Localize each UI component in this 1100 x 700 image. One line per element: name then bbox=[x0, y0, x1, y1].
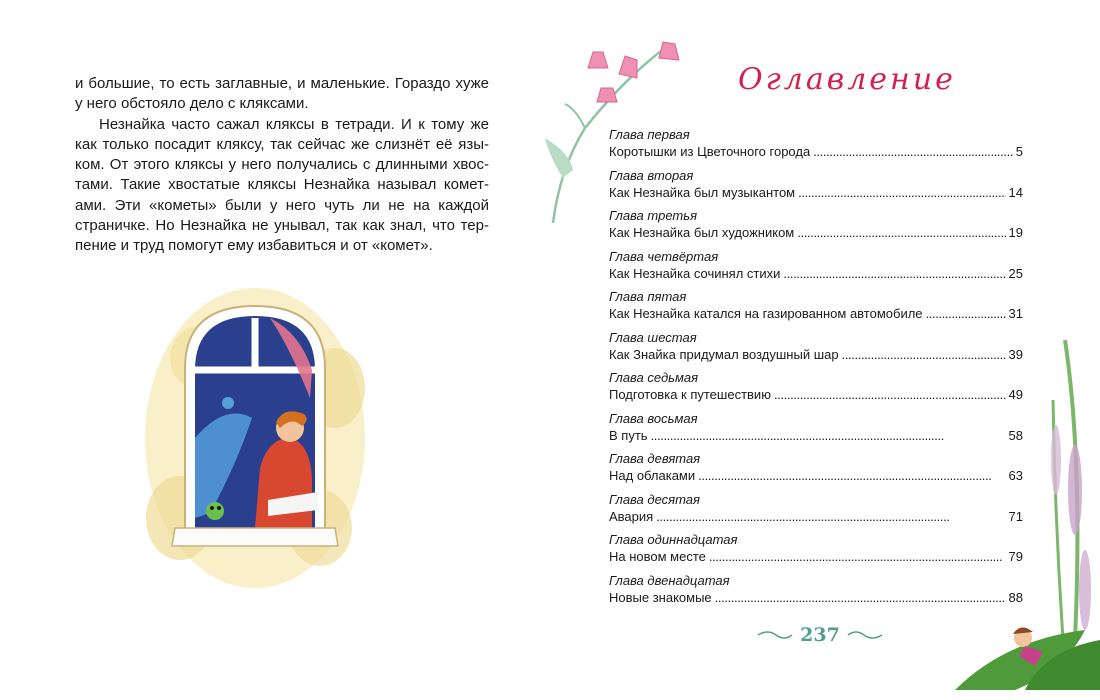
chapter-label: Глава одиннадцатая bbox=[609, 532, 738, 547]
chapter-title: На новом месте bbox=[609, 549, 706, 564]
dot-leader bbox=[798, 184, 1005, 201]
chapter-title: Как Незнайка сочинял стихи bbox=[609, 265, 781, 281]
chapter-label: Глава двенадцатая bbox=[609, 572, 730, 588]
page-number-text: 237 bbox=[800, 624, 840, 646]
chapter-page-number: 39 bbox=[1008, 346, 1023, 362]
page-number bbox=[755, 622, 885, 648]
chapter-title: Новые знакомые bbox=[609, 589, 712, 605]
plantain-with-boy-decoration bbox=[955, 340, 1100, 700]
chapter-page-number: 63 bbox=[1008, 468, 1023, 483]
chapter-page-number: 25 bbox=[1008, 265, 1023, 281]
chapter-title: Как Незнайка был художником bbox=[609, 225, 795, 240]
toc-title: Оглавление bbox=[738, 62, 956, 97]
chapter-label: Глава восьмая bbox=[609, 410, 698, 426]
chapter-title: Как Незнайка был музыкантом bbox=[609, 184, 796, 200]
body-line: пение и труд помогут ему избавиться и от «комет». bbox=[75, 237, 433, 255]
chapter-page-number: 31 bbox=[1008, 306, 1023, 321]
chapter-page-number: 79 bbox=[1008, 549, 1023, 564]
dot-leader bbox=[651, 427, 1006, 444]
chapter-page-number: 88 bbox=[1008, 589, 1023, 605]
chapter-label: Глава пятая bbox=[609, 289, 687, 304]
toc-entry[interactable] bbox=[609, 127, 1023, 168]
chapter-title: В путь bbox=[609, 427, 648, 443]
body-line: хуже у него обстояло дело с кляксами. bbox=[75, 75, 489, 113]
toc-entry[interactable] bbox=[609, 168, 1023, 209]
chapter-label: Глава вторая bbox=[609, 167, 694, 183]
dot-leader bbox=[783, 265, 1005, 282]
chapter-title: Коротышки из Цветочного города bbox=[609, 144, 811, 159]
chapter-label: Глава четвёртая bbox=[609, 248, 719, 264]
body-line: и большие, то есть заглавные, и маленькие. Гораздо bbox=[75, 75, 451, 92]
toc-entry[interactable] bbox=[609, 249, 1023, 290]
chapter-label: Глава третья bbox=[609, 208, 698, 223]
chapter-page-number: 19 bbox=[1008, 225, 1023, 240]
body-line: ком. От этого кляксы у него получались с длинными хвос- bbox=[75, 156, 489, 174]
chapter-label: Глава седьмая bbox=[609, 370, 699, 385]
chapter-page-number: 5 bbox=[1015, 144, 1023, 159]
toc-entry[interactable] bbox=[609, 289, 1023, 330]
dot-leader bbox=[797, 224, 1005, 241]
chapter-title: Авария bbox=[609, 508, 654, 524]
left-flourish-icon bbox=[756, 629, 794, 641]
chapter-label: Глава первая bbox=[609, 127, 690, 142]
body-paragraph bbox=[75, 74, 489, 115]
dot-leader bbox=[926, 305, 1006, 322]
chapter-line bbox=[609, 265, 1023, 282]
chapter-page-number: 71 bbox=[1008, 508, 1023, 524]
chapter-title: Подготовка к путешествию bbox=[609, 387, 771, 402]
chapter-line bbox=[609, 143, 1023, 160]
chapter-page-number: 49 bbox=[1008, 387, 1023, 402]
body-line: тами. Такие хвостатые кляксы Незнайка называл комет- bbox=[75, 176, 489, 194]
chapter-label: Глава девятая bbox=[609, 451, 701, 466]
toc-entry[interactable] bbox=[609, 208, 1023, 249]
body-line: страничке. Но Незнайка не унывал, так как знал, что тер- bbox=[75, 217, 489, 235]
chapter-title: Над облаками bbox=[609, 468, 696, 483]
chapter-line bbox=[609, 184, 1023, 201]
body-line: ами. Эти «кометы» были у него чуть ли не на каждой bbox=[75, 196, 489, 214]
chapter-line bbox=[609, 305, 1023, 322]
dot-leader bbox=[813, 143, 1013, 160]
body-line: как только посадит кляксу, так сейчас же слизнёт её язы- bbox=[75, 135, 489, 153]
body-text bbox=[75, 74, 489, 257]
chapter-title: Как Знайка придумал воздушный шар bbox=[609, 346, 839, 362]
body-line: Незнайка часто сажал кляксы в тетради. И к тому же bbox=[99, 115, 489, 133]
chapter-page-number: 58 bbox=[1008, 427, 1023, 443]
chapter-label: Глава шестая bbox=[609, 329, 697, 345]
right-flourish-icon bbox=[846, 629, 884, 641]
chapter-page-number: 14 bbox=[1008, 184, 1023, 200]
dot-leader bbox=[656, 508, 1005, 525]
body-paragraph bbox=[75, 115, 489, 257]
boy-at-window-illustration bbox=[140, 278, 370, 608]
chapter-title: Как Незнайка катался на газированном автомобиле bbox=[609, 306, 923, 321]
chapter-line bbox=[609, 224, 1023, 241]
chapter-label: Глава десятая bbox=[609, 491, 700, 507]
